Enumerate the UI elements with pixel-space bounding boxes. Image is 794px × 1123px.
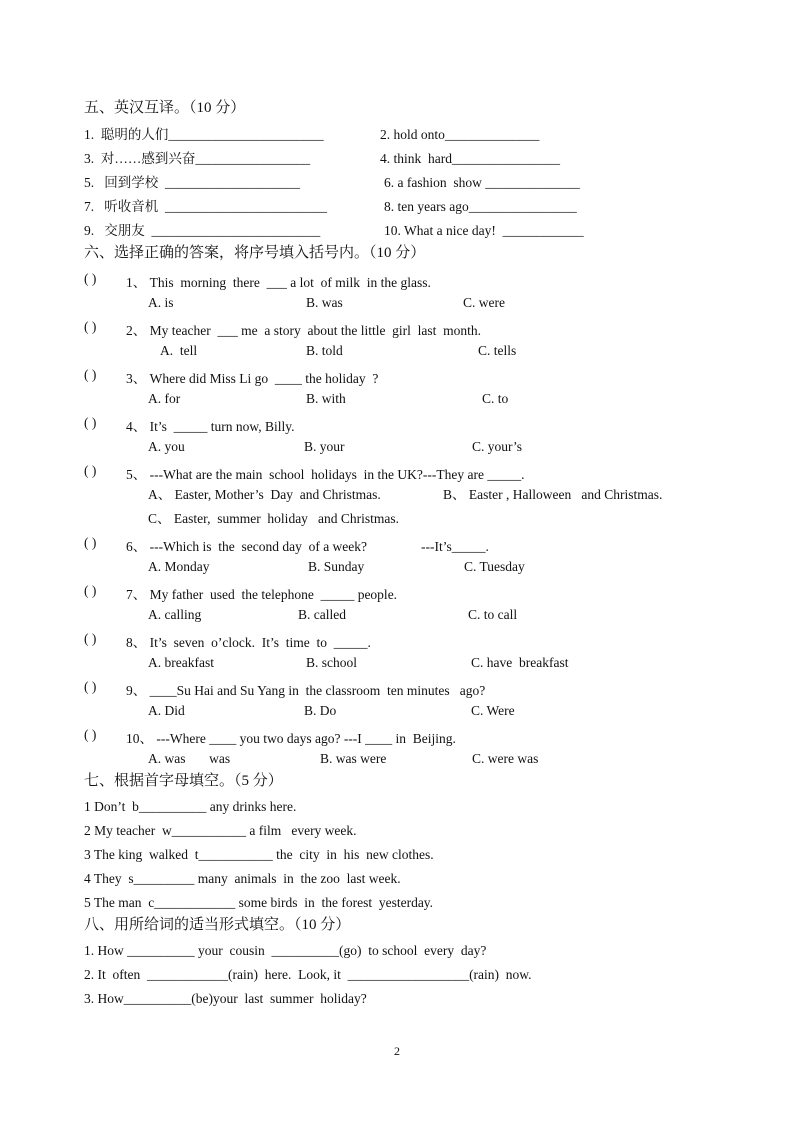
option-a: A. tell [160,343,198,358]
answer-paren: ( ) [84,631,97,646]
answer-paren: ( ) [84,367,97,382]
option-b: B. school [306,655,358,670]
option-b: B. your [304,439,345,454]
option-b: B. with [306,391,346,406]
s7-item-5: 5 The man c____________ some birds in the forest yesterday. [84,895,434,910]
option-a: A、 Easter, Mother’s Day and Christmas. [148,487,381,502]
section-7-title: 七、根据首字母填空。（5 分） [84,773,283,789]
answer-paren: ( ) [84,583,97,598]
answer-paren: ( ) [84,535,97,550]
s5-item-3-left: 5. 回到学校 ____________________ [84,175,300,190]
option-c: C. to [482,391,509,406]
option-a: A. you [148,439,185,454]
option-c: C. have breakfast [471,655,569,670]
s7-item-4: 4 They s_________ many animals in the zoo last week. [84,871,401,886]
s5-item-1-left: 1. 聪明的人们_______________________ [84,127,324,142]
s5-item-5-right: 10. What a nice day! ____________ [384,223,584,238]
question-text: 2、 My teacher ___ me a story about the little girl last month. [126,323,482,338]
option-b: B. called [298,607,346,622]
question-text: 9、 ____Su Hai and Su Yang in the classroom ten minutes ago? [126,683,486,698]
option-b: B、 Easter , Halloween and Christmas. [443,487,663,502]
option-a: A. Monday [148,559,210,574]
option-b: B. was [306,295,343,310]
answer-paren: ( ) [84,679,97,694]
option-a: A. was was [148,751,231,766]
question-text: 1、 This morning there ___ a lot of milk in the glass. [126,275,431,290]
question-text: 4、 It’s _____ turn now, Billy. [126,419,295,434]
answer-paren: ( ) [84,271,97,286]
option-c: C. were was [472,751,539,766]
s5-item-4-left: 7. 听收音机 ________________________ [84,199,327,214]
answer-paren: ( ) [84,415,97,430]
s8-item-3: 3. How__________(be)your last summer holiday? [84,991,367,1006]
page-number: 2 [394,1044,400,1058]
answer-paren: ( ) [84,463,97,478]
option-c: C、 Easter, summer holiday and Christmas. [148,511,400,526]
section-8-title: 八、用所给词的适当形式填空。（10 分） [84,917,351,933]
option-b: B. Sunday [308,559,365,574]
s8-item-2: 2. It often ____________(rain) here. Look, it __________________(rain) now. [84,967,532,982]
s7-item-3: 3 The king walked t___________ the city in his new clothes. [84,847,434,862]
question-text: 7、 My father used the telephone _____ people. [126,587,398,602]
s5-item-2-right: 4. think hard________________ [380,151,560,166]
question-text: 10、 ---Where ____ you two days ago? ---I ____ in Beijing. [126,731,456,746]
answer-paren: ( ) [84,727,97,742]
s5-item-1-right: 2. hold onto______________ [380,127,540,142]
option-c: C. tells [478,343,517,358]
s5-item-3-right: 6. a fashion show ______________ [384,175,580,190]
option-a: A. calling [148,607,202,622]
section-6-title: 六、选择正确的答案，将序号填入括号内。（10 分） [84,245,426,261]
option-a: A. Did [148,703,185,718]
option-c: C. to call [468,607,518,622]
question-text: 5、 ---What are the main school holidays in the UK?---They are _____. [126,467,525,482]
s7-item-2: 2 My teacher w___________ a film every week. [84,823,357,838]
option-a: A. is [148,295,174,310]
question-text: 8、 It’s seven o’clock. It’s time to _____. [126,635,371,650]
option-c: C. your’s [472,439,523,454]
s8-item-1: 1. How __________ your cousin __________(go) to school every day? [84,943,487,958]
option-b: B. was were [320,751,387,766]
section-5-title: 五、英汉互译。（10 分） [84,100,246,116]
question-text: 6、 ---Which is the second day of a week? ---It’s_____. [126,539,489,554]
question-text: 3、 Where did Miss Li go ____ the holiday ? [126,371,379,386]
s5-item-5-left: 9. 交朋友 _________________________ [84,223,321,238]
option-c: C. Tuesday [464,559,525,574]
option-a: A. for [148,391,181,406]
s5-item-2-left: 3. 对……感到兴奋_________________ [84,151,311,166]
option-b: B. told [306,343,343,358]
option-b: B. Do [304,703,337,718]
option-a: A. breakfast [148,655,214,670]
answer-paren: ( ) [84,319,97,334]
s7-item-1: 1 Don’t b__________ any drinks here. [84,799,297,814]
s5-item-4-right: 8. ten years ago________________ [384,199,577,214]
option-c: C. Were [471,703,515,718]
option-c: C. were [463,295,505,310]
